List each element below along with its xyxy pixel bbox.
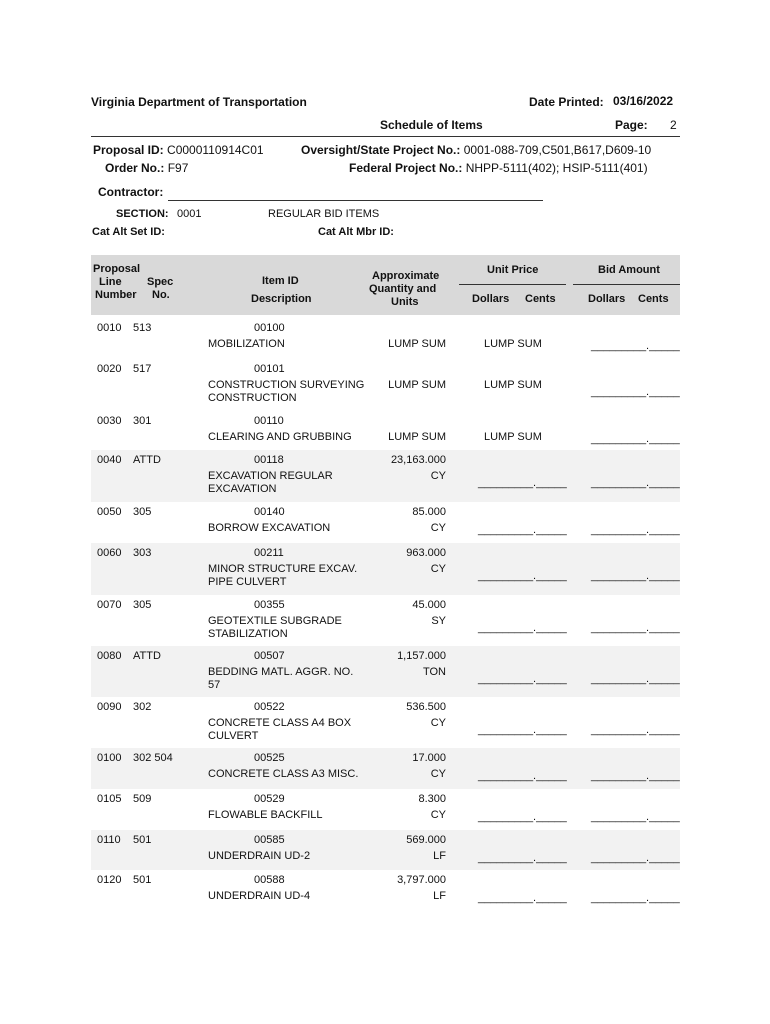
unit-price-field[interactable]: _________._____: [478, 811, 567, 823]
section-label: SECTION:: [116, 208, 169, 220]
unit: LUMP SUM: [388, 431, 446, 443]
proposal-id: [93, 143, 264, 157]
col-quantity-and: Quantity and: [369, 283, 437, 295]
quantity: 569.000: [406, 834, 446, 846]
spec-no: 302: [133, 701, 152, 713]
item-id: 00110: [254, 415, 284, 427]
unit: CY: [430, 522, 446, 534]
unit-price-rule: [459, 284, 566, 285]
quantity: 45.000: [412, 599, 446, 611]
line-number: 0040: [97, 454, 122, 466]
item-id: 00101: [254, 363, 285, 375]
col-line: Line: [99, 276, 122, 288]
unit: LF: [433, 850, 446, 862]
cat-alt-mbr-label: Cat Alt Mbr ID:: [318, 226, 394, 238]
table-row: [91, 646, 680, 697]
spec-no: 305: [133, 599, 152, 611]
item-id: 00140: [254, 506, 285, 518]
col-no: No.: [152, 289, 170, 301]
item-description: GEOTEXTILE SUBGRADE: [208, 615, 342, 627]
item-description: CLEARING AND GRUBBING: [208, 431, 352, 443]
order-no-value: F97: [167, 161, 189, 175]
spec-no: ATTD: [133, 650, 161, 662]
spec-no: 302 504: [133, 752, 173, 764]
bid-amount-field[interactable]: _________._____: [591, 433, 680, 445]
table-row: [91, 502, 680, 543]
line-number: 0020: [97, 363, 122, 375]
col-cents-bid: Cents: [638, 293, 669, 305]
item-id: 00211: [254, 547, 284, 559]
item-description: MOBILIZATION: [208, 338, 285, 350]
unit-price-field[interactable]: _________._____: [478, 477, 567, 489]
proposal-id-label: Proposal ID:: [93, 143, 164, 157]
table-row: [91, 830, 680, 870]
line-number: 0120: [97, 874, 122, 886]
unit: LF: [433, 890, 446, 902]
item-description: CONSTRUCTION SURVEYING: [208, 379, 365, 391]
table-row: [91, 789, 680, 830]
cat-alt-set-label: Cat Alt Set ID:: [92, 226, 165, 238]
unit-price-lump: LUMP SUM: [484, 338, 542, 350]
item-description: FLOWABLE BACKFILL: [208, 809, 323, 821]
col-unit-price: Unit Price: [487, 264, 539, 276]
unit-price-field[interactable]: _________._____: [478, 770, 567, 782]
oversight-label: Oversight/State Project No.:: [301, 143, 461, 157]
item-description-cont: CONSTRUCTION: [208, 392, 297, 404]
col-dollars-bid: Dollars: [588, 293, 626, 305]
page-label: Page:: [615, 118, 648, 132]
spec-no: 301: [133, 415, 152, 427]
item-description-cont: 57: [208, 679, 221, 691]
table-row: [91, 697, 680, 748]
item-id: 00118: [254, 454, 284, 466]
bid-amount-field[interactable]: _________._____: [591, 852, 680, 864]
quantity: 963.000: [406, 547, 446, 559]
contractor-line[interactable]: [168, 200, 543, 201]
quantity: 85.000: [412, 506, 446, 518]
unit-price-lump: LUMP SUM: [484, 379, 542, 391]
item-id: 00585: [254, 834, 285, 846]
spec-no: 517: [133, 363, 152, 375]
header-rule: [91, 136, 680, 137]
unit: LUMP SUM: [388, 338, 446, 350]
federal-project: [349, 161, 648, 175]
table-row: [91, 450, 680, 502]
line-number: 0060: [97, 547, 122, 559]
quantity: 1,157.000: [397, 650, 446, 662]
schedule-title: Schedule of Items: [380, 118, 483, 132]
col-proposal: Proposal: [93, 263, 141, 275]
bid-amount-field[interactable]: _________._____: [591, 570, 680, 582]
bid-amount-field[interactable]: _________._____: [591, 770, 680, 782]
line-number: 0090: [97, 701, 122, 713]
unit: CY: [430, 768, 446, 780]
item-description-cont: STABILIZATION: [208, 628, 288, 640]
item-description: BEDDING MATL. AGGR. NO.: [208, 666, 354, 678]
unit-price-field[interactable]: _________._____: [478, 524, 567, 536]
table-row: [91, 870, 680, 910]
bid-amount-field[interactable]: _________._____: [591, 811, 680, 823]
col-bid-amount: Bid Amount: [598, 264, 660, 276]
line-number: 0030: [97, 415, 122, 427]
spec-no: 513: [133, 322, 152, 334]
column-header: [91, 255, 680, 315]
unit: CY: [430, 717, 446, 729]
table-row: [91, 543, 680, 595]
quantity: 23,163.000: [390, 454, 446, 466]
item-description-cont: EXCAVATION: [208, 483, 277, 495]
table-row: [91, 318, 680, 359]
line-number: 0070: [97, 599, 122, 611]
col-cents: Cents: [525, 293, 556, 305]
date-printed-value: 03/16/2022: [613, 94, 674, 108]
col-item-id: Item ID: [262, 275, 299, 287]
proposal-id-value: C0000110914C01: [167, 143, 264, 157]
bid-amount-rule: [573, 284, 680, 285]
spec-no: 501: [133, 874, 152, 886]
unit-price-field[interactable]: _________._____: [478, 892, 567, 904]
spec-no: 509: [133, 793, 152, 805]
item-description-cont: CULVERT: [208, 730, 259, 742]
item-id: 00588: [254, 874, 285, 886]
oversight-value: 0001-088-709,C501,B617,D609-10: [463, 143, 652, 157]
item-id: 00355: [254, 599, 285, 611]
bid-amount-field[interactable]: _________._____: [591, 524, 680, 536]
line-number: 0010: [97, 322, 122, 334]
bid-amount-field[interactable]: _________._____: [591, 340, 680, 352]
unit-price-field[interactable]: _________._____: [478, 852, 567, 864]
unit: CY: [430, 470, 446, 482]
col-units: Units: [391, 296, 419, 308]
line-number: 0050: [97, 506, 122, 518]
unit: TON: [422, 666, 446, 678]
col-description: Description: [251, 293, 312, 305]
bid-amount-field[interactable]: _________._____: [591, 622, 680, 634]
quantity: 17.000: [412, 752, 446, 764]
page-number: 2: [670, 118, 677, 132]
unit: CY: [430, 809, 446, 821]
line-number: 0105: [97, 793, 122, 805]
item-description: MINOR STRUCTURE EXCAV.: [208, 563, 358, 575]
spec-no: 501: [133, 834, 152, 846]
table-row: [91, 595, 680, 646]
federal-value: NHPP-5111(402); HSIP-5111(401): [465, 161, 648, 175]
bid-amount-field[interactable]: _________._____: [591, 724, 680, 736]
unit-price-lump: LUMP SUM: [484, 431, 542, 443]
line-number: 0100: [97, 752, 122, 764]
item-description-cont: PIPE CULVERT: [208, 576, 287, 588]
bid-amount-field[interactable]: _________._____: [591, 673, 680, 685]
item-id: 00529: [254, 793, 285, 805]
col-spec: Spec: [147, 276, 174, 288]
spec-no: 305: [133, 506, 152, 518]
order-no: [105, 161, 188, 175]
section-value: 0001: [177, 208, 202, 220]
item-id: 00507: [254, 650, 285, 662]
date-printed-label: Date Printed:: [529, 95, 604, 109]
bid-amount-field[interactable]: _________._____: [591, 477, 680, 489]
line-number: 0080: [97, 650, 122, 662]
item-id: 00100: [254, 322, 285, 334]
agency-name: Virginia Department of Transportation: [91, 95, 307, 109]
federal-label: Federal Project No.:: [349, 161, 463, 175]
unit: CY: [430, 563, 446, 575]
unit-price-field[interactable]: _________._____: [478, 622, 567, 634]
item-description: UNDERDRAIN UD-2: [208, 850, 311, 862]
contractor-label: Contractor:: [98, 185, 164, 199]
oversight-project: [301, 143, 651, 157]
item-id: 00525: [254, 752, 285, 764]
unit-price-field[interactable]: _________._____: [478, 570, 567, 582]
col-number: Number: [95, 289, 137, 301]
order-no-label: Order No.:: [105, 161, 165, 175]
col-approximate: Approximate: [372, 270, 440, 282]
unit-price-field[interactable]: _________._____: [478, 724, 567, 736]
item-description: EXCAVATION REGULAR: [208, 470, 333, 482]
col-dollars: Dollars: [472, 293, 510, 305]
bid-amount-field[interactable]: _________._____: [591, 386, 680, 398]
quantity: 3,797.000: [397, 874, 446, 886]
spec-no: ATTD: [133, 454, 161, 466]
bid-amount-field[interactable]: _________._____: [591, 892, 680, 904]
table-row: [91, 359, 680, 411]
spec-no: 303: [133, 547, 152, 559]
unit: SY: [431, 615, 446, 627]
item-description: BORROW EXCAVATION: [208, 522, 331, 534]
item-description: CONCRETE CLASS A4 BOX: [208, 717, 352, 729]
table-row: [91, 411, 680, 450]
unit: LUMP SUM: [388, 379, 446, 391]
quantity: 536.500: [406, 701, 446, 713]
item-description: UNDERDRAIN UD-4: [208, 890, 311, 902]
quantity: 8.300: [418, 793, 446, 805]
item-description: CONCRETE CLASS A3 MISC.: [208, 768, 359, 780]
table-row: [91, 748, 680, 789]
item-id: 00522: [254, 701, 285, 713]
line-number: 0110: [97, 834, 121, 846]
unit-price-field[interactable]: _________._____: [478, 673, 567, 685]
section-name: REGULAR BID ITEMS: [268, 208, 380, 220]
